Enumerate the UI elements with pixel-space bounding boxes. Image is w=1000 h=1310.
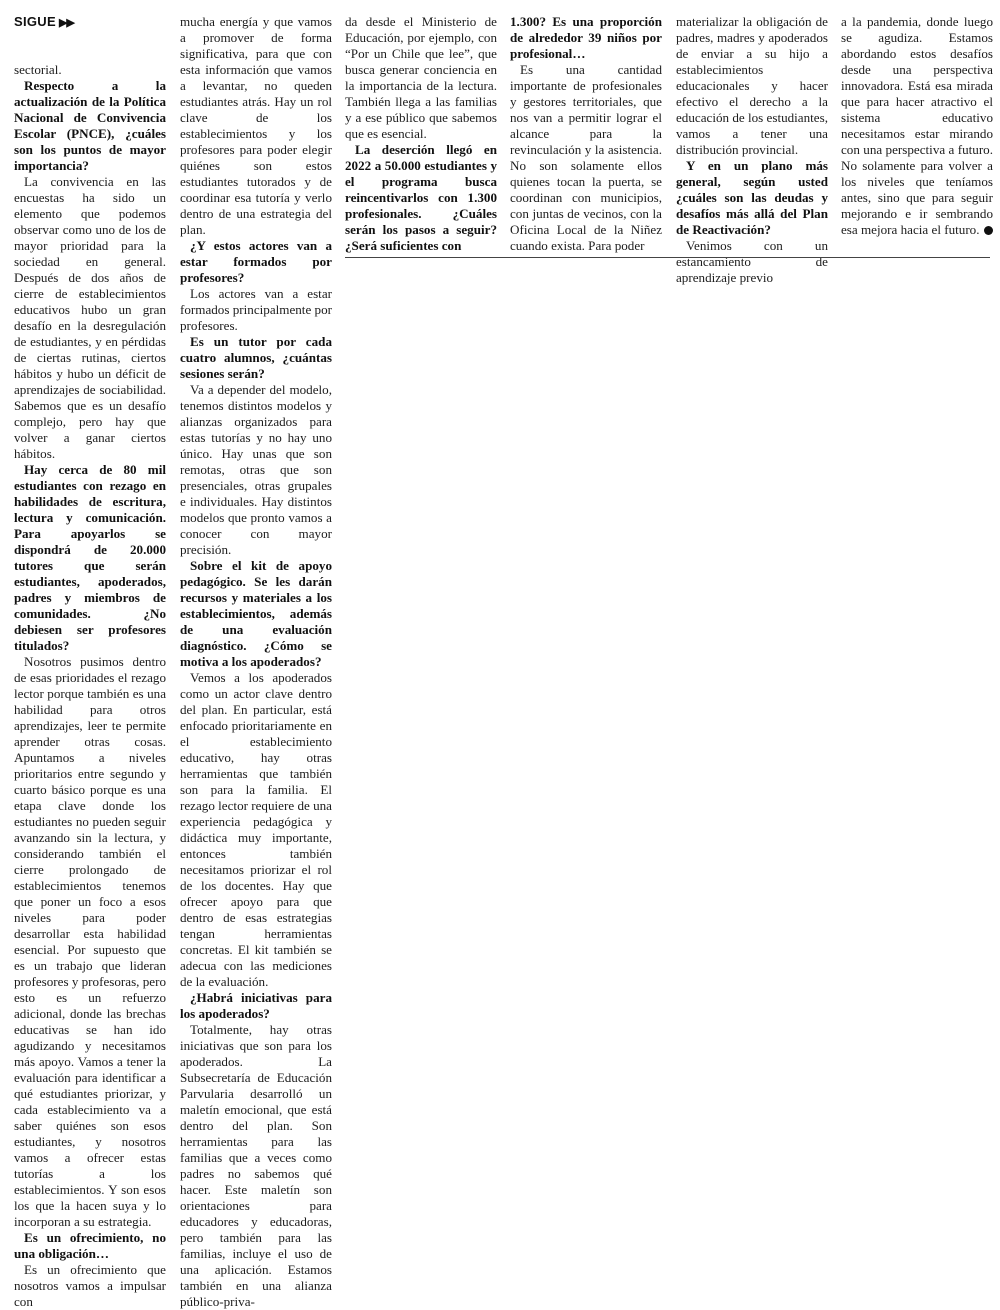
interview-answer: sectorial. bbox=[14, 62, 62, 77]
article-column-2 bbox=[180, 14, 332, 1310]
interview-answer: materializar la obligación de padres, madres y apoderados de enviar a su hijo a establecimientos educacionales y hacer efectivo el derecho a la educación de los estudiantes, vamos a tener una distribución provincial. bbox=[676, 14, 828, 157]
interview-question: La deserción llegó en 2022 a 50.000 estudiantes y el programa busca reincentivarlos con 1.300 profesionales. ¿Cuáles serán los pasos a seguir? ¿Será suficientes con bbox=[345, 142, 497, 253]
interview-question: ¿Habrá iniciativas para los apoderados? bbox=[180, 990, 332, 1021]
interview-answer: Es un ofrecimiento que nosotros vamos a impulsar con bbox=[14, 1262, 166, 1309]
article-column-6 bbox=[841, 14, 993, 238]
interview-answer: a la pandemia, donde luego se agudiza. Estamos abordando estos desafíos desde una perspectiva innovadora. Está esa mirada que para hacer atractivo el sistema educativo necesitamos estar mirando con una perspectiva a futuro. No solamente para volver a los niveles que teníamos antes, sino que para seguir mejorando e ir sembrando esa mejora hacia el futuro. bbox=[841, 14, 993, 237]
interview-answer: La convivencia en las encuestas ha sido un elemento que podemos observar como uno de los de mayor prioridad para la sociedad en general. Después de dos años de cierre de establecimientos educativos hubo un gran desafío en la desregulación de estudiantes, y en pérdidas de ciertas rutinas, ciertos hábitos y hubo un déficit de aprendizajes de sociabilidad. Sabemos que es un desafío complejo, pero hay que volver a ganar ciertos hábitos. bbox=[14, 174, 166, 461]
interview-answer: da desde el Ministerio de Educación, por ejemplo, con “Por un Chile que lee”, que busca generar conciencia en la importancia de la lectura. También llega a las familias y a ese público que sabemos que es esencial. bbox=[345, 14, 497, 141]
article-column-3 bbox=[345, 14, 497, 254]
continue-marker bbox=[14, 14, 74, 29]
continue-label: SIGUE bbox=[14, 14, 56, 29]
interview-question: Es un tutor por cada cuatro alumnos, ¿cuántas sesiones serán? bbox=[180, 334, 332, 381]
interview-answer: mucha energía y que vamos a promover de forma significativa, para que con esta información que vamos a levantar, no queden estudiantes atrás. Hay un rol clave de los establecimientos y los profesores para poder elegir quiénes son estos estudiantes tutorados y de coordinar esa tutoría y verlo dentro de una estrategia del plan. bbox=[180, 14, 332, 237]
interview-question: Y en un plano más general, según usted ¿cuáles son las deudas y desafíos más allá del Plan de Reactivación? bbox=[676, 158, 828, 237]
continue-arrows-icon: ▶▶ bbox=[58, 17, 74, 29]
article-column-5 bbox=[676, 14, 828, 286]
article-column-4 bbox=[510, 14, 662, 254]
interview-answer: Va a depender del modelo, tenemos distintos modelos y alianzas organizados para estas tutorías y no hay uno único. Hay unas que son remotas, otras que son presenciales, otras grupales e individuales. Hay distintos modelos que pronto vamos a conocer con mayor precisión. bbox=[180, 382, 332, 557]
interview-question: Hay cerca de 80 mil estudiantes con rezago en habilidades de escritura, lectura y comunicación. Para apoyarlos se dispondrá de 20.000 tutores que serán estudiantes, apoderados, padres y miembros de comunidades. ¿No debiesen ser profesores titulados? bbox=[14, 462, 166, 653]
interview-question: ¿Y estos actores van a estar formados por profesores? bbox=[180, 238, 332, 285]
interview-question: Es un ofrecimiento, no una obligación… bbox=[14, 1230, 166, 1261]
section-divider bbox=[345, 257, 990, 258]
interview-question: Respecto a la actualización de la Política Nacional de Convivencia Escolar (PNCE), ¿cuáles son los puntos de mayor importancia? bbox=[14, 78, 166, 173]
article-column-1 bbox=[14, 62, 166, 1310]
interview-answer: Totalmente, hay otras iniciativas que son para los apoderados. La Subsecretaría de Educación Parvularia desarrolló un maletín emocional, que está dentro del plan. Son herramientas para las familias que a veces como padres no sabemos qué hacer. Este maletín son orientaciones para educadores y educadoras, pero también para las familias, incluye el uso de una aplicación. Estamos también en una alianza público-priva- bbox=[180, 1022, 332, 1309]
interview-answer: Los actores van a estar formados principalmente por profesores. bbox=[180, 286, 332, 333]
interview-answer: Vemos a los apoderados como un actor clave dentro del plan. En particular, está enfocado prioritariamente en el establecimiento educativo, hay otras herramientas que también son para la familia. El rezago lector requiere de una experiencia pedagógica y didáctica muy importante, entonces también necesitamos priorizar el rol de los docentes. Hay que ofrecer apoyo para que dentro de esas estrategias tengan herramientas concretas. El kit también se adecua con las mediciones de la evaluación. bbox=[180, 670, 332, 989]
interview-question: Sobre el kit de apoyo pedagógico. Se les darán recursos y materiales a los establecimientos, además de una evaluación diagnóstico. ¿Cómo se motiva a los apoderados? bbox=[180, 558, 332, 669]
interview-answer: Es una cantidad importante de profesionales y gestores territoriales, que nos van a permitir lograr el alcance para la revinculación y la asistencia. No son solamente ellos quienes tocan la puerta, se coordinan con municipios, con juntas de vecinos, con la Oficina Local de la Niñez cuando exista. Para poder bbox=[510, 62, 662, 253]
end-of-article-icon bbox=[984, 226, 993, 235]
interview-answer: Venimos con un estancamiento de aprendizaje previo bbox=[676, 238, 828, 285]
interview-question: 1.300? Es una proporción de alrededor 39 niños por profesional… bbox=[510, 14, 662, 61]
interview-answer: Nosotros pusimos dentro de esas prioridades el rezago lector porque también es una habilidad para otros aprendizajes, leer te permite aprender otras cosas. Apuntamos a niveles prioritarios entre segundo y cuarto básico porque es una etapa clave donde los estudiantes no pueden seguir avanzando sin la lectura, y considerando también el cierre prolongado de establecimientos tenemos que poner un foco a esos niveles para poder desarrollar esta habilidad esencial. Por supuesto que es un trabajo que lideran profesores y profesoras, pero esto es un refuerzo adicional, donde las brechas educativas se han ido agudizando y necesitamos más apoyo. Vamos a tener la evaluación para identificar a qué estudiantes priorizar, y cada establecimiento va a saber quiénes son esos estudiantes, y nosotros vamos a ofrecer estas tutorías a los establecimientos. Y son esos los que la hacen suya y lo incorporan a su estrategia. bbox=[14, 654, 166, 1229]
